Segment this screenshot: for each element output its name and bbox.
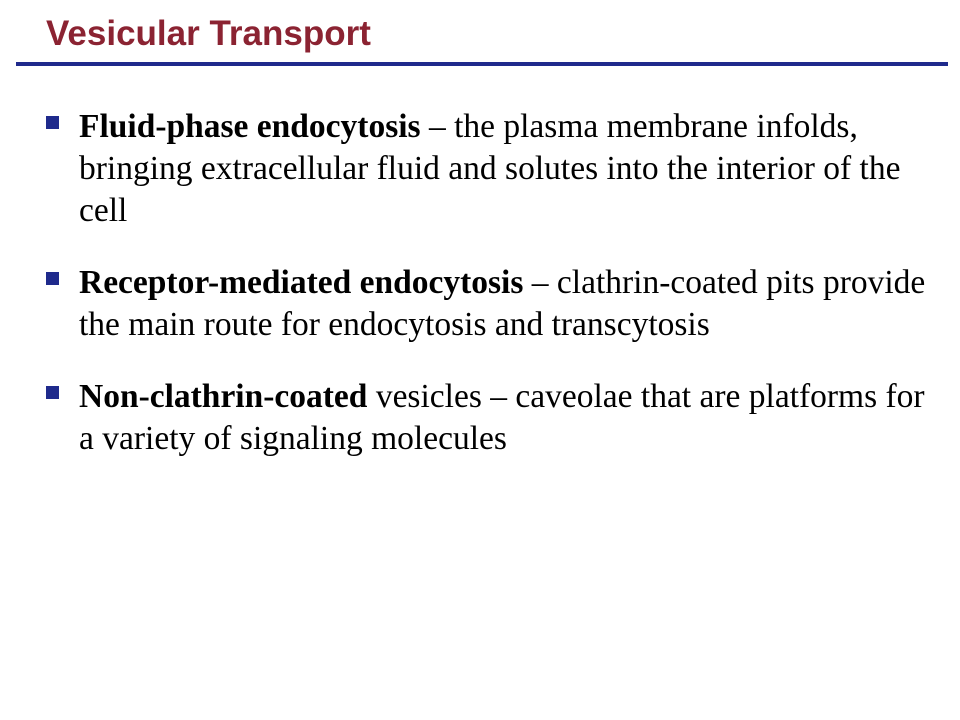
bullet-description: – the plasma membrane infolds, bringing extracellular fluid and solutes into the interior of the cell [79,108,901,229]
bullet-list [46,106,926,490]
bullet-description: – clathrin-coated pits provide the main route for endocytosis and transcytosis [79,264,926,343]
bullet-term: Fluid-phase endocytosis [79,108,421,145]
list-item [46,262,926,346]
square-bullet-icon [46,272,59,285]
title-underline [16,62,948,66]
square-bullet-icon [46,116,59,129]
bullet-description: vesicles – caveolae that are platforms for a variety of signaling molecules [79,378,925,457]
bullet-term: Non-clathrin-coated [79,378,368,415]
list-item [46,376,926,460]
bullet-term: Receptor-mediated endocytosis [79,264,524,301]
list-item [46,106,926,232]
slide-title: Vesicular Transport [46,14,371,53]
square-bullet-icon [46,386,59,399]
